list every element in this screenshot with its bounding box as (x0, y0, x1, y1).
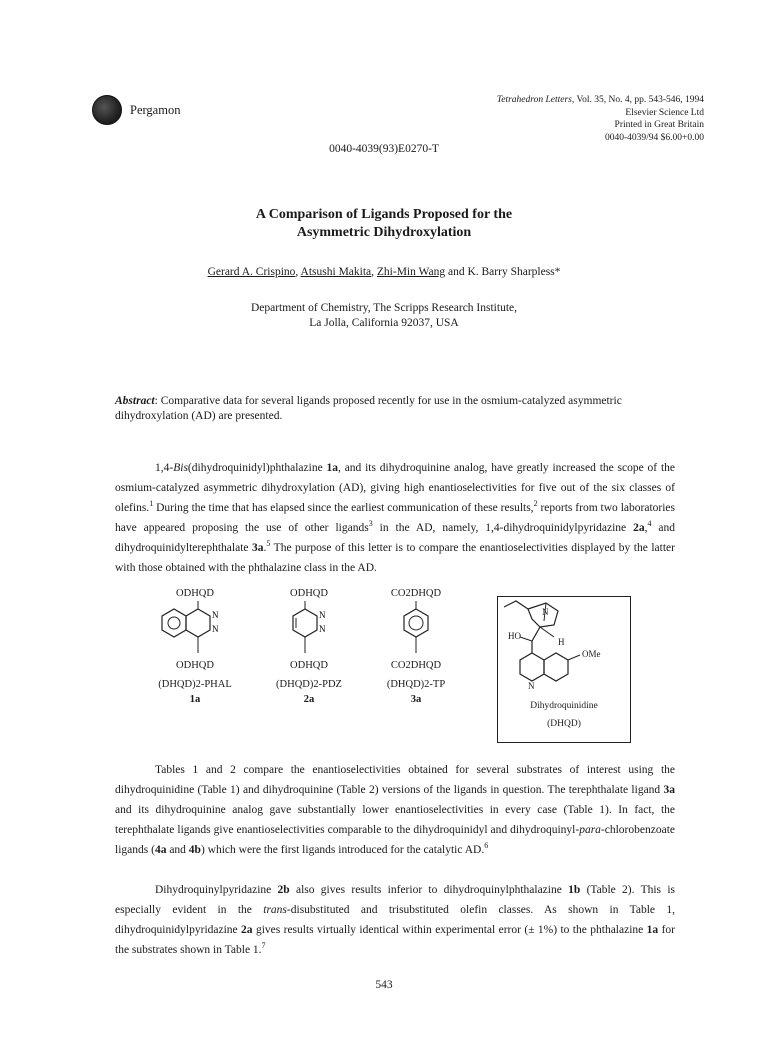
hydroxyl-label: HO (508, 631, 521, 641)
author-separator: , (371, 266, 377, 278)
body-paragraph-2 (115, 760, 675, 860)
structure-bottom-label: ODHQD (290, 660, 328, 671)
structure-top-label: ODHQD (290, 588, 328, 599)
text-run: reports from two laboratories have appeared proposing the use of other ligands (115, 502, 675, 534)
text-run: -disubstituted and trisubstituted olefin classes. As shown in Table 1, dihydroquinidylpyridazine (115, 904, 675, 936)
text-run: During the time that has elapsed since the earliest communication of these results, (153, 502, 534, 514)
text-run: also gives results inferior to dihydroquinylphthalazine (289, 884, 569, 896)
phthalazine-ring-icon (160, 599, 230, 657)
structure-name: (DHQD)2-PHAL (158, 679, 232, 690)
publisher-line: Elsevier Science Ltd (625, 107, 704, 118)
structure-top-label: CO2DHQD (390, 588, 442, 599)
body-paragraph-1 (115, 458, 675, 578)
structure-name: (DHQD)2-TP (386, 679, 446, 690)
citation-ref: 1 (149, 499, 154, 509)
author-list (0, 266, 768, 278)
compound-ref: 3a (663, 784, 675, 796)
text-run: (dihydroquinidyl)phthalazine (187, 462, 327, 474)
text-run: trans (263, 904, 287, 916)
issn-price-line: 0040-4039/94 $6.00+0.00 (604, 132, 704, 143)
affiliation-line-1: Department of Chemistry, The Scripps Research Institute, (250, 302, 518, 314)
text-run: Bis (173, 462, 188, 474)
dhqd-structure-box (497, 596, 631, 743)
title-line-2: Asymmetric Dihydroxylation (296, 225, 472, 240)
text-run: and (166, 844, 189, 856)
compound-ref: 4b (188, 844, 201, 856)
publisher-logo-icon (92, 95, 122, 125)
body-paragraph-3 (115, 880, 675, 960)
text-run: -chlorobenzoate ligands ( (115, 824, 675, 856)
structure-3a (356, 588, 476, 705)
svg-text:N: N (319, 610, 326, 620)
affiliation (0, 301, 768, 331)
title-line-1: A Comparison of Ligands Proposed for the (255, 207, 513, 222)
page-number: 543 (375, 979, 393, 991)
author-2: Atsushi Makita (300, 266, 372, 278)
text-run: for the substrates shown in Table 1. (115, 924, 675, 956)
compound-ref: 1b (568, 884, 581, 896)
citation-ref: 3 (368, 519, 373, 529)
journal-citation (497, 94, 704, 107)
text-run: The purpose of this letter is to compare the enantioselectivities displayed by the latter with those obtained with the phthalazine class in the AD. (115, 542, 675, 574)
publisher-name: Pergamon (130, 102, 181, 117)
author-1: Gerard A. Crispino (207, 266, 296, 278)
text-run: Dihydroquinylpyridazine (155, 884, 278, 896)
hydrogen-label: H (558, 637, 565, 647)
text-run: ) which were the first ligands introduced for the catalytic AD. (200, 844, 485, 856)
methoxy-label: OMe (582, 649, 601, 659)
author-separator: , (295, 266, 301, 278)
text-run: in the AD, namely, 1,4-dihydroquinidylpyridazine (372, 522, 634, 534)
compound-ref: 2a (633, 522, 645, 534)
compound-ref: 2b (277, 884, 290, 896)
dhqd-caption-name: Dihydroquinidine (530, 701, 598, 711)
author-3: Zhi-Min Wang (376, 266, 446, 278)
text-run: (Table 2). This is especially evident in the (115, 884, 675, 916)
structure-bottom-label: ODHQD (176, 660, 214, 671)
quinuclidine-n-label: N (542, 607, 549, 617)
citation-ref: 2 (533, 499, 538, 509)
doi-code: 0040-4039(93)E0270-T (329, 143, 439, 155)
dhqd-caption-abbr: (DHQD) (547, 719, 581, 729)
dhqd-caption (498, 697, 630, 733)
citation-ref: 4 (647, 519, 652, 529)
citation-ref: 7 (261, 941, 266, 951)
benzene-ring-icon (386, 599, 446, 657)
text-run: Tables 1 and 2 compare the enantioselectivities obtained for several substrates of interest using the dihydroquinidine (Table 1) and dihydroquinine (Table 2) versions of the ligands in question. The terephthalate ligand (115, 764, 675, 796)
publisher-block (92, 95, 180, 125)
compound-ref: 1a (646, 924, 659, 936)
citation-details: , Vol. 35, No. 4, pp. 543-546, 1994 (571, 95, 704, 105)
text-run: para (579, 824, 601, 836)
structure-id: 1a (189, 694, 201, 705)
compound-ref: 3a (252, 542, 264, 554)
text-run: , (644, 522, 648, 534)
structure-top-label: ODHQD (176, 588, 214, 599)
svg-text:N: N (319, 624, 326, 634)
svg-text:N: N (212, 610, 219, 620)
abstract-text: : Comparative data for several ligands proposed recently for use in the osmium-catalyzed asymmetric dihydroxylation (AD) are presented. (115, 395, 622, 422)
pyridazine-ring-icon (279, 599, 339, 657)
structure-1a (140, 588, 250, 705)
compound-ref: 4a (154, 844, 167, 856)
compound-ref: 2a (241, 924, 253, 936)
abstract-label: Abstract (115, 395, 155, 407)
journal-name: Tetrahedron Letters (496, 95, 572, 105)
compound-ref: 1a (326, 462, 339, 474)
printed-line: Printed in Great Britain (614, 120, 704, 130)
structure-name: (DHQD)2-PDZ (276, 679, 342, 690)
text-run: . (263, 542, 267, 554)
text-run: gives results virtually identical within experimental error (± 1%) to the phthalazine (252, 924, 647, 936)
abstract (115, 394, 675, 424)
text-run: 1,4- (155, 462, 174, 474)
svg-text:N: N (212, 624, 219, 634)
author-and: and (445, 266, 468, 278)
structure-id: 2a (303, 694, 315, 705)
structure-2a (254, 588, 364, 705)
quinoline-n-label: N (528, 681, 535, 691)
citation-ref: 6 (484, 841, 489, 851)
article-title (0, 206, 768, 242)
structure-id: 3a (410, 694, 422, 705)
journal-info (497, 94, 704, 144)
citation-ref: 5 (266, 539, 271, 549)
affiliation-line-2: La Jolla, California 92037, USA (309, 317, 459, 329)
author-4: K. Barry Sharpless* (467, 266, 561, 278)
structure-bottom-label: CO2DHQD (390, 660, 442, 671)
text-run: , and its dihydroquinine analog, have greatly increased the scope of the osmium-catalyzed asymmetric dihydroxylation (AD), giving high enantioselectivities for five out of the six classes of olefins. (115, 462, 675, 514)
text-run: and dihydroquinidylterephthalate (115, 522, 676, 554)
text-run: and its dihydroquinine analog gave substantially lower enantioselectivities in every case (Table 1). In fact, the terephthalate ligands give enantioselectivities comparable to the dihydroquinidyl and dihydroquinyl- (115, 804, 675, 836)
dihydroquinidine-structure-icon (498, 597, 630, 697)
